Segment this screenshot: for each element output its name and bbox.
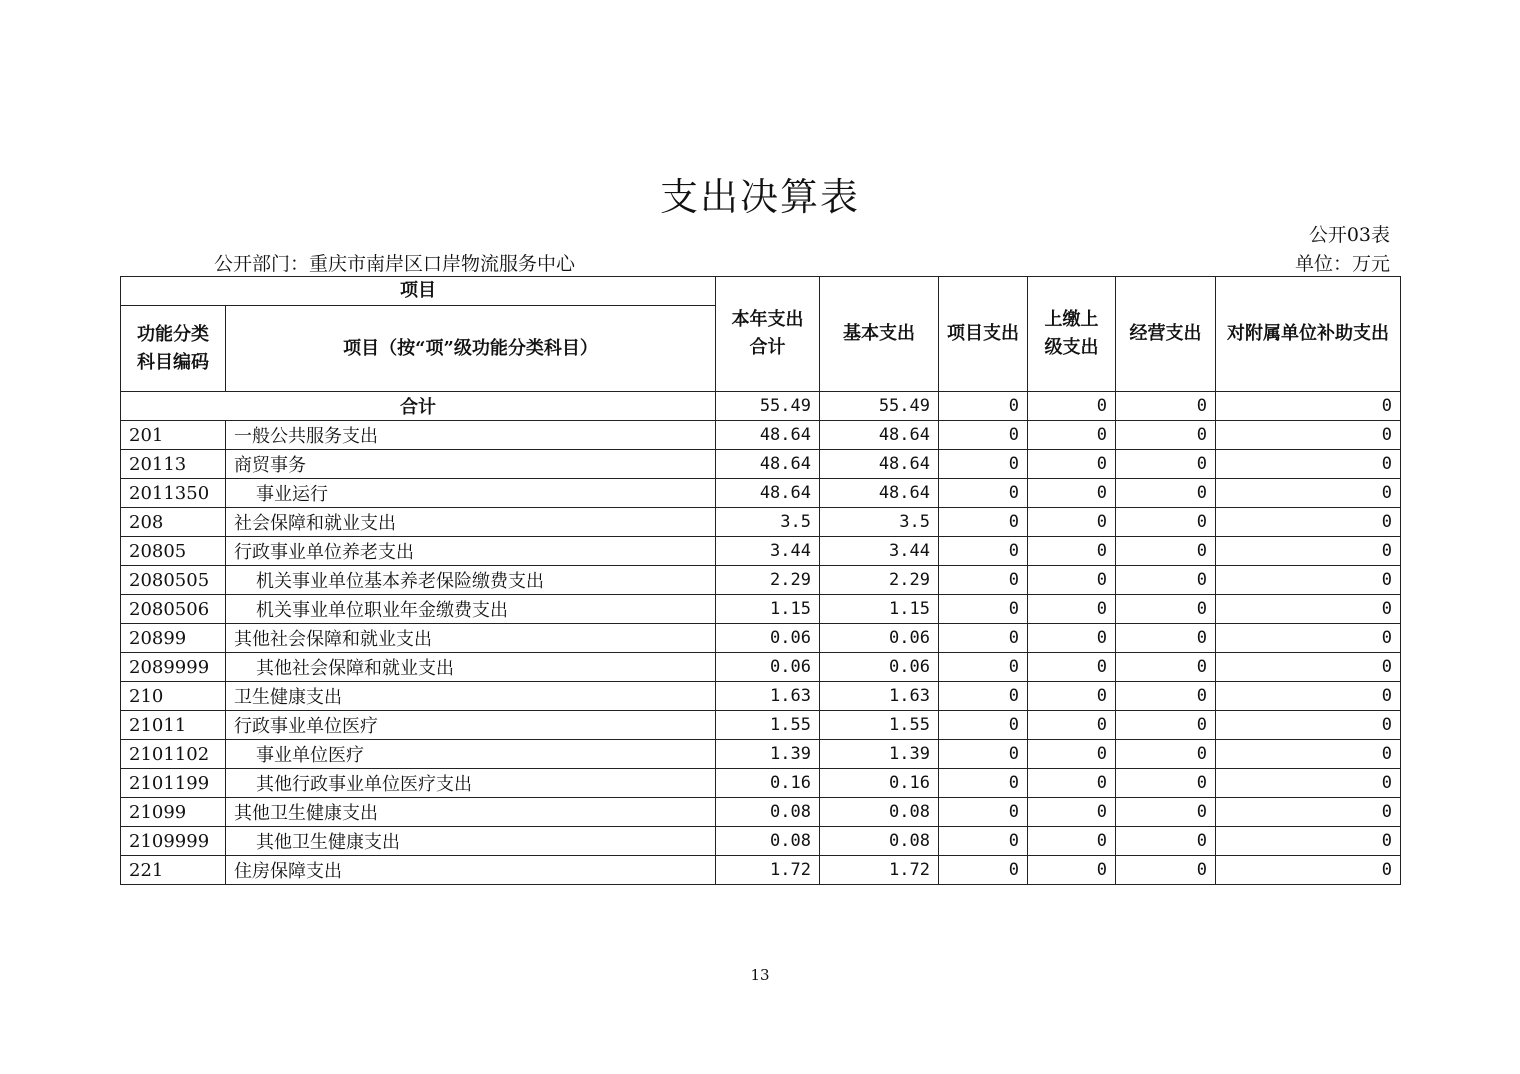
row-basic: 0.08 bbox=[820, 798, 939, 827]
table-row bbox=[121, 653, 1401, 682]
row-basic: 1.72 bbox=[820, 856, 939, 885]
row-name: 事业运行 bbox=[226, 479, 716, 508]
row-remit: 0 bbox=[1028, 856, 1116, 885]
row-remit: 0 bbox=[1028, 769, 1116, 798]
row-total: 1.63 bbox=[716, 682, 820, 711]
row-total: 48.64 bbox=[716, 479, 820, 508]
total-total: 55.49 bbox=[716, 392, 820, 421]
row-code: 221 bbox=[121, 856, 226, 885]
row-total: 1.15 bbox=[716, 595, 820, 624]
table-row bbox=[121, 508, 1401, 537]
header-func-code: 功能分类科目编码 bbox=[121, 306, 226, 392]
row-code: 20899 bbox=[121, 624, 226, 653]
row-business: 0 bbox=[1116, 769, 1216, 798]
total-business: 0 bbox=[1116, 392, 1216, 421]
row-code: 208 bbox=[121, 508, 226, 537]
total-subsidy: 0 bbox=[1216, 392, 1401, 421]
row-business: 0 bbox=[1116, 740, 1216, 769]
row-total: 0.16 bbox=[716, 769, 820, 798]
row-project: 0 bbox=[939, 653, 1028, 682]
row-project: 0 bbox=[939, 711, 1028, 740]
row-business: 0 bbox=[1116, 421, 1216, 450]
row-business: 0 bbox=[1116, 711, 1216, 740]
page-title: 支出决算表 bbox=[659, 175, 860, 219]
row-project: 0 bbox=[939, 682, 1028, 711]
row-project: 0 bbox=[939, 856, 1028, 885]
row-name: 卫生健康支出 bbox=[226, 682, 716, 711]
table-row bbox=[121, 537, 1401, 566]
row-code: 210 bbox=[121, 682, 226, 711]
row-code: 2101102 bbox=[121, 740, 226, 769]
row-remit: 0 bbox=[1028, 537, 1116, 566]
table-row bbox=[121, 827, 1401, 856]
row-project: 0 bbox=[939, 479, 1028, 508]
table-row bbox=[121, 740, 1401, 769]
row-basic: 2.29 bbox=[820, 566, 939, 595]
row-name: 其他行政事业单位医疗支出 bbox=[226, 769, 716, 798]
row-basic: 0.16 bbox=[820, 769, 939, 798]
row-project: 0 bbox=[939, 740, 1028, 769]
row-remit: 0 bbox=[1028, 653, 1116, 682]
row-subsidy: 0 bbox=[1216, 653, 1401, 682]
table-row bbox=[121, 769, 1401, 798]
row-basic: 1.39 bbox=[820, 740, 939, 769]
table-row bbox=[121, 856, 1401, 885]
row-subsidy: 0 bbox=[1216, 537, 1401, 566]
header-project-name: 项目（按“项”级功能分类科目） bbox=[226, 306, 716, 392]
row-code: 20113 bbox=[121, 450, 226, 479]
row-basic: 0.06 bbox=[820, 653, 939, 682]
total-basic: 55.49 bbox=[820, 392, 939, 421]
table-row bbox=[121, 798, 1401, 827]
row-remit: 0 bbox=[1028, 740, 1116, 769]
row-code: 2011350 bbox=[121, 479, 226, 508]
row-subsidy: 0 bbox=[1216, 740, 1401, 769]
row-subsidy: 0 bbox=[1216, 769, 1401, 798]
header-basic: 基本支出 bbox=[820, 277, 939, 392]
row-basic: 0.08 bbox=[820, 827, 939, 856]
row-business: 0 bbox=[1116, 856, 1216, 885]
row-name: 社会保障和就业支出 bbox=[226, 508, 716, 537]
row-subsidy: 0 bbox=[1216, 421, 1401, 450]
row-remit: 0 bbox=[1028, 566, 1116, 595]
table-row bbox=[121, 450, 1401, 479]
row-remit: 0 bbox=[1028, 450, 1116, 479]
row-project: 0 bbox=[939, 798, 1028, 827]
row-subsidy: 0 bbox=[1216, 856, 1401, 885]
row-total: 48.64 bbox=[716, 421, 820, 450]
header-project-group: 项目 bbox=[121, 277, 716, 306]
department-label: 公开部门：重庆市南岸区口岸物流服务中心 bbox=[214, 253, 576, 275]
header-project: 项目支出 bbox=[939, 277, 1028, 392]
row-project: 0 bbox=[939, 566, 1028, 595]
row-project: 0 bbox=[939, 421, 1028, 450]
row-name: 商贸事务 bbox=[226, 450, 716, 479]
row-basic: 1.63 bbox=[820, 682, 939, 711]
row-business: 0 bbox=[1116, 653, 1216, 682]
row-subsidy: 0 bbox=[1216, 595, 1401, 624]
row-basic: 1.55 bbox=[820, 711, 939, 740]
row-code: 21099 bbox=[121, 798, 226, 827]
row-project: 0 bbox=[939, 450, 1028, 479]
row-business: 0 bbox=[1116, 827, 1216, 856]
row-remit: 0 bbox=[1028, 798, 1116, 827]
row-total: 0.08 bbox=[716, 798, 820, 827]
row-basic: 48.64 bbox=[820, 421, 939, 450]
row-project: 0 bbox=[939, 827, 1028, 856]
row-total: 3.44 bbox=[716, 537, 820, 566]
header-remit: 上缴上级支出 bbox=[1028, 277, 1116, 392]
row-total: 0.08 bbox=[716, 827, 820, 856]
row-name: 一般公共服务支出 bbox=[226, 421, 716, 450]
row-code: 2109999 bbox=[121, 827, 226, 856]
row-remit: 0 bbox=[1028, 711, 1116, 740]
table-row bbox=[121, 624, 1401, 653]
row-total: 3.5 bbox=[716, 508, 820, 537]
row-project: 0 bbox=[939, 624, 1028, 653]
row-total: 1.55 bbox=[716, 711, 820, 740]
row-code: 201 bbox=[121, 421, 226, 450]
row-name: 事业单位医疗 bbox=[226, 740, 716, 769]
row-name: 其他社会保障和就业支出 bbox=[226, 653, 716, 682]
row-code: 2080506 bbox=[121, 595, 226, 624]
row-code: 20805 bbox=[121, 537, 226, 566]
row-code: 2080505 bbox=[121, 566, 226, 595]
table-row bbox=[121, 682, 1401, 711]
row-code: 2089999 bbox=[121, 653, 226, 682]
row-name: 机关事业单位职业年金缴费支出 bbox=[226, 595, 716, 624]
row-project: 0 bbox=[939, 769, 1028, 798]
row-remit: 0 bbox=[1028, 508, 1116, 537]
row-remit: 0 bbox=[1028, 421, 1116, 450]
row-basic: 48.64 bbox=[820, 479, 939, 508]
row-subsidy: 0 bbox=[1216, 711, 1401, 740]
total-remit: 0 bbox=[1028, 392, 1116, 421]
total-project: 0 bbox=[939, 392, 1028, 421]
row-business: 0 bbox=[1116, 508, 1216, 537]
row-remit: 0 bbox=[1028, 624, 1116, 653]
table-row bbox=[121, 421, 1401, 450]
table-row bbox=[121, 566, 1401, 595]
row-subsidy: 0 bbox=[1216, 479, 1401, 508]
table-row bbox=[121, 479, 1401, 508]
row-subsidy: 0 bbox=[1216, 624, 1401, 653]
row-name: 行政事业单位医疗 bbox=[226, 711, 716, 740]
expenditure-table bbox=[120, 276, 1401, 885]
row-basic: 1.15 bbox=[820, 595, 939, 624]
row-remit: 0 bbox=[1028, 595, 1116, 624]
header-subsidy: 对附属单位补助支出 bbox=[1216, 277, 1401, 392]
row-remit: 0 bbox=[1028, 682, 1116, 711]
row-basic: 3.44 bbox=[820, 537, 939, 566]
row-total: 2.29 bbox=[716, 566, 820, 595]
row-total: 1.39 bbox=[716, 740, 820, 769]
row-basic: 3.5 bbox=[820, 508, 939, 537]
header-total: 本年支出合计 bbox=[716, 277, 820, 392]
row-business: 0 bbox=[1116, 682, 1216, 711]
row-project: 0 bbox=[939, 595, 1028, 624]
row-total: 0.06 bbox=[716, 653, 820, 682]
row-business: 0 bbox=[1116, 537, 1216, 566]
form-code: 公开03表 bbox=[1308, 224, 1390, 246]
row-total: 48.64 bbox=[716, 450, 820, 479]
row-project: 0 bbox=[939, 508, 1028, 537]
row-business: 0 bbox=[1116, 566, 1216, 595]
row-business: 0 bbox=[1116, 450, 1216, 479]
total-row bbox=[121, 392, 1401, 421]
page-number: 13 bbox=[750, 966, 770, 984]
row-business: 0 bbox=[1116, 595, 1216, 624]
row-name: 其他卫生健康支出 bbox=[226, 798, 716, 827]
row-subsidy: 0 bbox=[1216, 566, 1401, 595]
row-business: 0 bbox=[1116, 479, 1216, 508]
row-subsidy: 0 bbox=[1216, 508, 1401, 537]
row-name: 住房保障支出 bbox=[226, 856, 716, 885]
row-basic: 48.64 bbox=[820, 450, 939, 479]
table-row bbox=[121, 595, 1401, 624]
row-basic: 0.06 bbox=[820, 624, 939, 653]
row-remit: 0 bbox=[1028, 479, 1116, 508]
row-total: 0.06 bbox=[716, 624, 820, 653]
row-code: 2101199 bbox=[121, 769, 226, 798]
row-subsidy: 0 bbox=[1216, 798, 1401, 827]
unit-label: 单位：万元 bbox=[1294, 253, 1390, 275]
row-subsidy: 0 bbox=[1216, 450, 1401, 479]
row-business: 0 bbox=[1116, 798, 1216, 827]
row-subsidy: 0 bbox=[1216, 682, 1401, 711]
row-name: 行政事业单位养老支出 bbox=[226, 537, 716, 566]
row-code: 21011 bbox=[121, 711, 226, 740]
row-total: 1.72 bbox=[716, 856, 820, 885]
row-name: 其他卫生健康支出 bbox=[226, 827, 716, 856]
row-name: 其他社会保障和就业支出 bbox=[226, 624, 716, 653]
header-business: 经营支出 bbox=[1116, 277, 1216, 392]
table-row bbox=[121, 711, 1401, 740]
row-name: 机关事业单位基本养老保险缴费支出 bbox=[226, 566, 716, 595]
row-business: 0 bbox=[1116, 624, 1216, 653]
row-remit: 0 bbox=[1028, 827, 1116, 856]
total-label: 合计 bbox=[121, 392, 716, 421]
row-project: 0 bbox=[939, 537, 1028, 566]
row-subsidy: 0 bbox=[1216, 827, 1401, 856]
